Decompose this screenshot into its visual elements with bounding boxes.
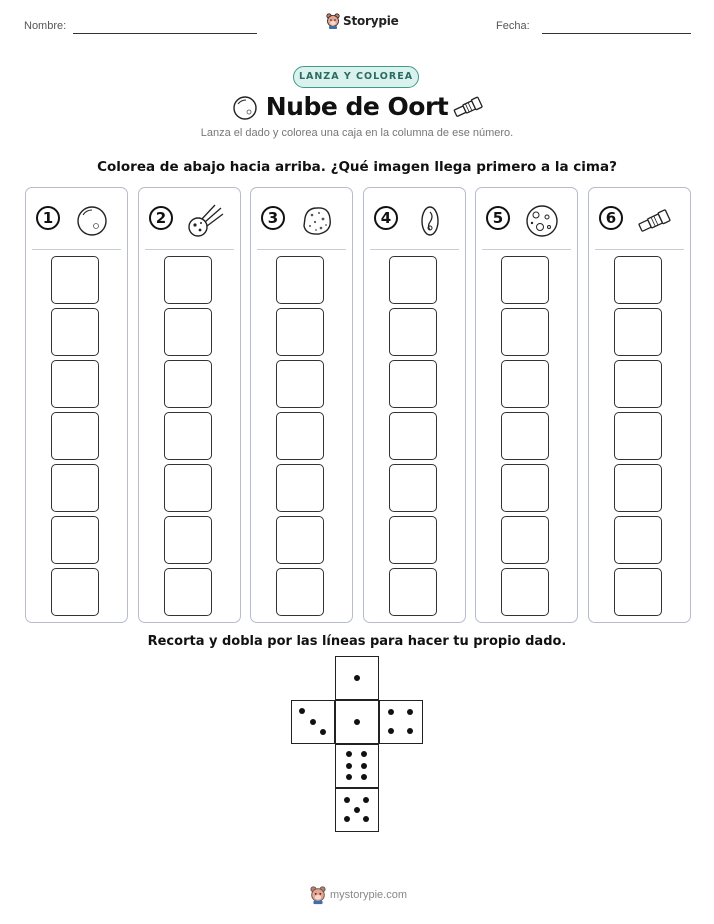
- die-pip: [344, 816, 350, 822]
- color-box[interactable]: [276, 360, 324, 408]
- color-box[interactable]: [501, 516, 549, 564]
- die-face-4: [379, 700, 423, 744]
- die-pip: [299, 708, 305, 714]
- bear-logo-icon: [310, 885, 326, 905]
- die-pip: [388, 728, 394, 734]
- color-box[interactable]: [501, 360, 549, 408]
- column-1: [25, 187, 128, 623]
- name-label: Nombre:: [24, 20, 67, 32]
- die-pip: [388, 709, 394, 715]
- color-box[interactable]: [614, 412, 662, 460]
- footer-url: mystorypie.com: [330, 889, 408, 901]
- die-face-1: [335, 656, 379, 700]
- column-4: [363, 187, 466, 623]
- color-box[interactable]: [389, 308, 437, 356]
- subtitle: Lanza el dado y colorea una caja en la columna de ese número.: [200, 127, 514, 139]
- color-box[interactable]: [501, 568, 549, 616]
- column-header: [261, 204, 346, 238]
- column-number: 1: [36, 206, 60, 230]
- die-pip: [407, 709, 413, 715]
- die-pip: [407, 728, 413, 734]
- color-box[interactable]: [614, 568, 662, 616]
- color-box[interactable]: [501, 308, 549, 356]
- cut-instruction: Recorta y dobla por las líneas para hacer tu propio dado.: [147, 634, 567, 649]
- color-box[interactable]: [164, 516, 212, 564]
- asteroid-icon: [297, 204, 337, 238]
- column-divider: [370, 249, 459, 250]
- color-box[interactable]: [501, 256, 549, 304]
- column-3: [250, 187, 353, 623]
- planet-icon: [72, 204, 112, 238]
- column-header: [374, 204, 459, 238]
- color-box[interactable]: [51, 464, 99, 512]
- color-box[interactable]: [501, 464, 549, 512]
- color-box[interactable]: [51, 360, 99, 408]
- die-pip: [346, 763, 352, 769]
- die-face-5: [335, 788, 379, 832]
- column-divider: [257, 249, 346, 250]
- die-pip: [354, 675, 360, 681]
- die-face-1: [335, 700, 379, 744]
- color-box[interactable]: [51, 256, 99, 304]
- color-box[interactable]: [614, 360, 662, 408]
- activity-badge: LANZA Y COLOREA: [293, 66, 419, 88]
- color-box[interactable]: [389, 464, 437, 512]
- telescope-icon: [635, 204, 675, 238]
- color-box[interactable]: [164, 360, 212, 408]
- color-box[interactable]: [276, 464, 324, 512]
- brand-logo: [326, 13, 399, 29]
- color-box[interactable]: [51, 568, 99, 616]
- die-pip: [344, 797, 350, 803]
- date-label: Fecha:: [496, 20, 530, 32]
- color-box[interactable]: [51, 412, 99, 460]
- column-divider: [32, 249, 121, 250]
- moon-icon: [522, 204, 562, 238]
- die-pip: [363, 816, 369, 822]
- column-divider: [145, 249, 234, 250]
- color-box[interactable]: [164, 568, 212, 616]
- color-box[interactable]: [389, 256, 437, 304]
- color-box[interactable]: [276, 412, 324, 460]
- die-pip: [320, 729, 326, 735]
- column-number: 2: [149, 206, 173, 230]
- comet-icon: [185, 204, 225, 238]
- color-box[interactable]: [389, 568, 437, 616]
- ice-seed-icon: [410, 204, 450, 238]
- die-pip: [354, 719, 360, 725]
- color-box[interactable]: [614, 256, 662, 304]
- die-pip: [361, 763, 367, 769]
- color-box[interactable]: [51, 516, 99, 564]
- column-5: [475, 187, 578, 623]
- die-pip: [361, 751, 367, 757]
- color-box[interactable]: [164, 256, 212, 304]
- color-box[interactable]: [164, 308, 212, 356]
- column-header: [599, 204, 684, 238]
- color-box[interactable]: [501, 412, 549, 460]
- column-2: [138, 187, 241, 623]
- name-line: [73, 33, 257, 34]
- color-box[interactable]: [389, 360, 437, 408]
- column-number: 5: [486, 206, 510, 230]
- column-divider: [595, 249, 684, 250]
- color-box[interactable]: [276, 516, 324, 564]
- column-number: 3: [261, 206, 285, 230]
- column-number: 4: [374, 206, 398, 230]
- die-face-3: [291, 700, 335, 744]
- column-divider: [482, 249, 571, 250]
- die-face-6: [335, 744, 379, 788]
- column-header: [486, 204, 571, 238]
- color-box[interactable]: [51, 308, 99, 356]
- date-line: [542, 33, 691, 34]
- brand-name: Storypie: [343, 14, 399, 28]
- color-box[interactable]: [614, 516, 662, 564]
- column-header: [149, 204, 234, 238]
- color-box[interactable]: [276, 568, 324, 616]
- die-pip: [354, 807, 360, 813]
- page-title: Nube de Oort: [265, 92, 449, 121]
- color-box[interactable]: [389, 516, 437, 564]
- color-box[interactable]: [614, 464, 662, 512]
- column-number: 6: [599, 206, 623, 230]
- color-box[interactable]: [164, 464, 212, 512]
- die-pip: [363, 797, 369, 803]
- die-pip: [361, 774, 367, 780]
- die-pip: [310, 719, 316, 725]
- footer: [0, 885, 714, 907]
- column-6: [588, 187, 691, 623]
- color-box[interactable]: [276, 256, 324, 304]
- color-box[interactable]: [614, 308, 662, 356]
- die-pip: [346, 751, 352, 757]
- bear-logo-icon: [326, 13, 340, 29]
- color-box[interactable]: [389, 412, 437, 460]
- column-header: [36, 204, 121, 238]
- telescope-icon: [450, 93, 486, 125]
- color-box[interactable]: [164, 412, 212, 460]
- title-row: [0, 92, 714, 124]
- instruction: Colorea de abajo hacia arriba. ¿Qué imagen llega primero a la cima?: [97, 159, 617, 175]
- color-box[interactable]: [276, 308, 324, 356]
- die-pip: [346, 774, 352, 780]
